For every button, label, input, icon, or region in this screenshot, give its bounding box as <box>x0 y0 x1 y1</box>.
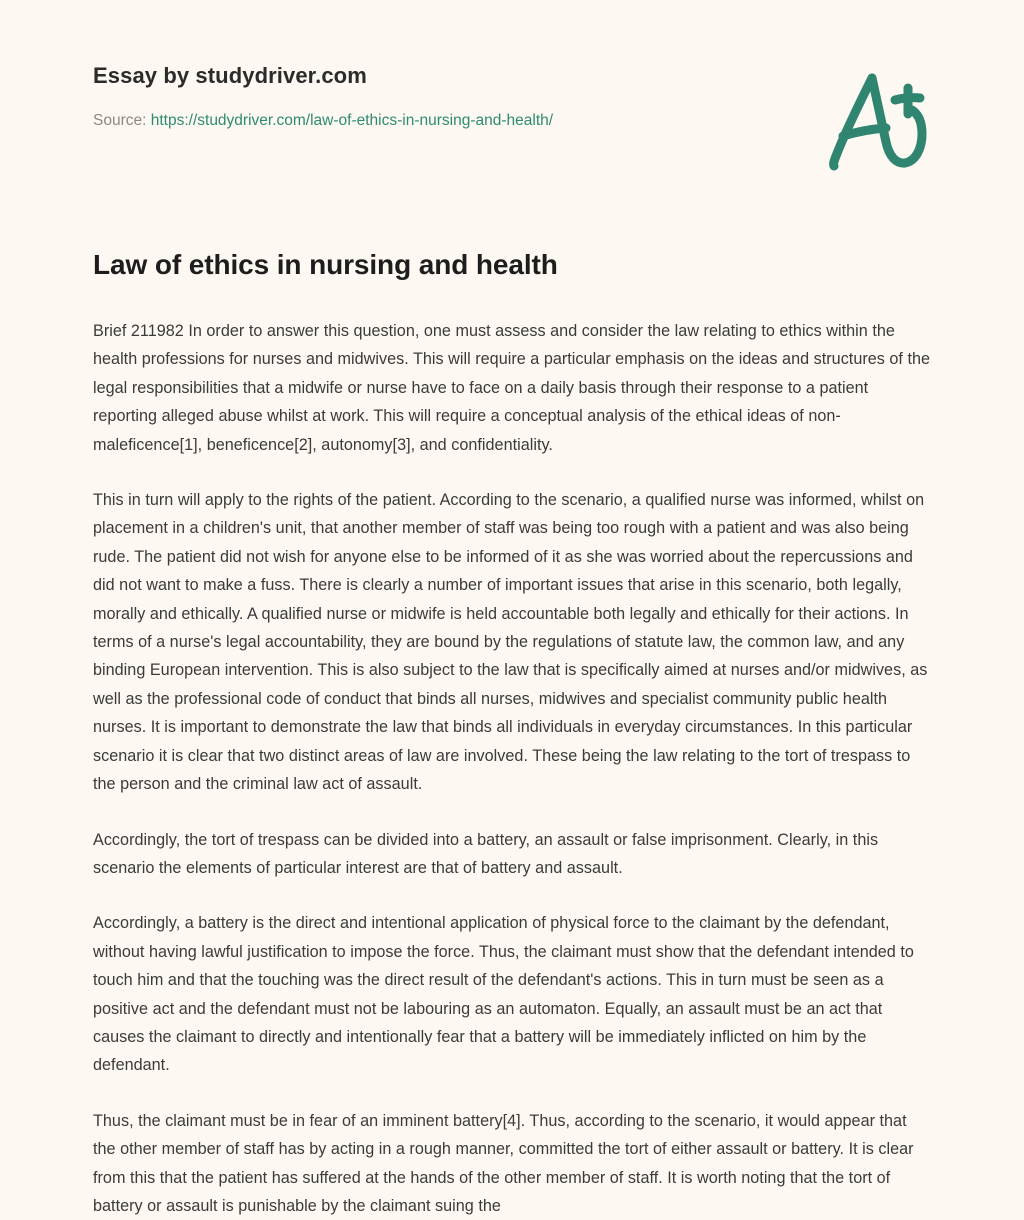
article <box>93 247 933 1220</box>
a-plus-logo <box>816 68 934 172</box>
page-header <box>93 62 931 172</box>
paragraph: Brief 211982 In order to answer this question, one must assess and consider the law relating to ethics within the health professions for nurses and midwives. This will require a particular emphasis on the ideas and structures of the legal responsibilities that a midwife or nurse have to face on a daily basis through their response to a patient reporting alleged abuse whilst at work. This will require a conceptual analysis of the ethical ideas of non-maleficence[1], beneficence[2], autonomy[3], and confidentiality. <box>93 322 931 454</box>
source-url-link[interactable]: https://studydriver.com/law-of-ethics-in-nursing-and-health/ <box>150 112 554 129</box>
article-body <box>93 317 933 1220</box>
paragraph: Thus, the claimant must be in fear of an imminent battery[4]. Thus, according to the scenario, it would appear that the other member of staff has by acting in a rough manner, committed the tort of either assault or battery. It is clear from this that the patient has suffered at the hands of the other member of staff. It is worth noting that the tort of battery or assault is punishable by the claimant suing the <box>93 1111 914 1215</box>
page-title: Law of ethics in nursing and health <box>93 249 558 280</box>
brand-title: Essay by studydriver.com <box>93 63 367 88</box>
source-line <box>93 111 931 131</box>
paragraph: This in turn will apply to the rights of the patient. According to the scenario, a qualified nurse was informed, whilst on placement in a children's unit, that another member of staff was being too rough with a patient and was also being rude. The patient did not wish for anyone else to be informed of it as she was worried about the repercussions and did not want to make a fuss. There is clearly a number of important issues that arise in this scenario, both legally, morally and ethically. A qualified nurse or midwife is held accountable both legally and ethically for their actions. In terms of a nurse's legal accountability, they are bound by the regulations of statute law, the common law, and any binding European intervention. This is also subject to the law that is specifically aimed at nurses and/or midwives, as well as the professional code of conduct that binds all nurses, midwives and specialist community public health nurses. It is important to demonstrate the law that binds all individuals in everyday circumstances. In this particular scenario it is clear that two distinct areas of law are involved. These being the law relating to the tort of trespass to the person and the criminal law act of assault. <box>93 491 928 794</box>
a-plus-logo-icon <box>816 68 934 172</box>
paragraph: Accordingly, a battery is the direct and intentional application of physical force to the claimant by the defendant, without having lawful justification to impose the force. Thus, the claimant must show that the defendant intended to touch him and that the touching was the direct result of the defendant's actions. This in turn must be seen as a positive act and the defendant must not be labouring as an automaton. Equally, an assault must be an act that causes the claimant to directly and intentionally fear that a battery will be immediately inflicted on him by the defendant. <box>93 914 914 1075</box>
paragraph: Accordingly, the tort of trespass can be divided into a battery, an assault or false imprisonment. Clearly, in this scenario the elements of particular interest are that of battery and assault. <box>93 830 879 877</box>
source-label: Source: <box>93 112 147 129</box>
